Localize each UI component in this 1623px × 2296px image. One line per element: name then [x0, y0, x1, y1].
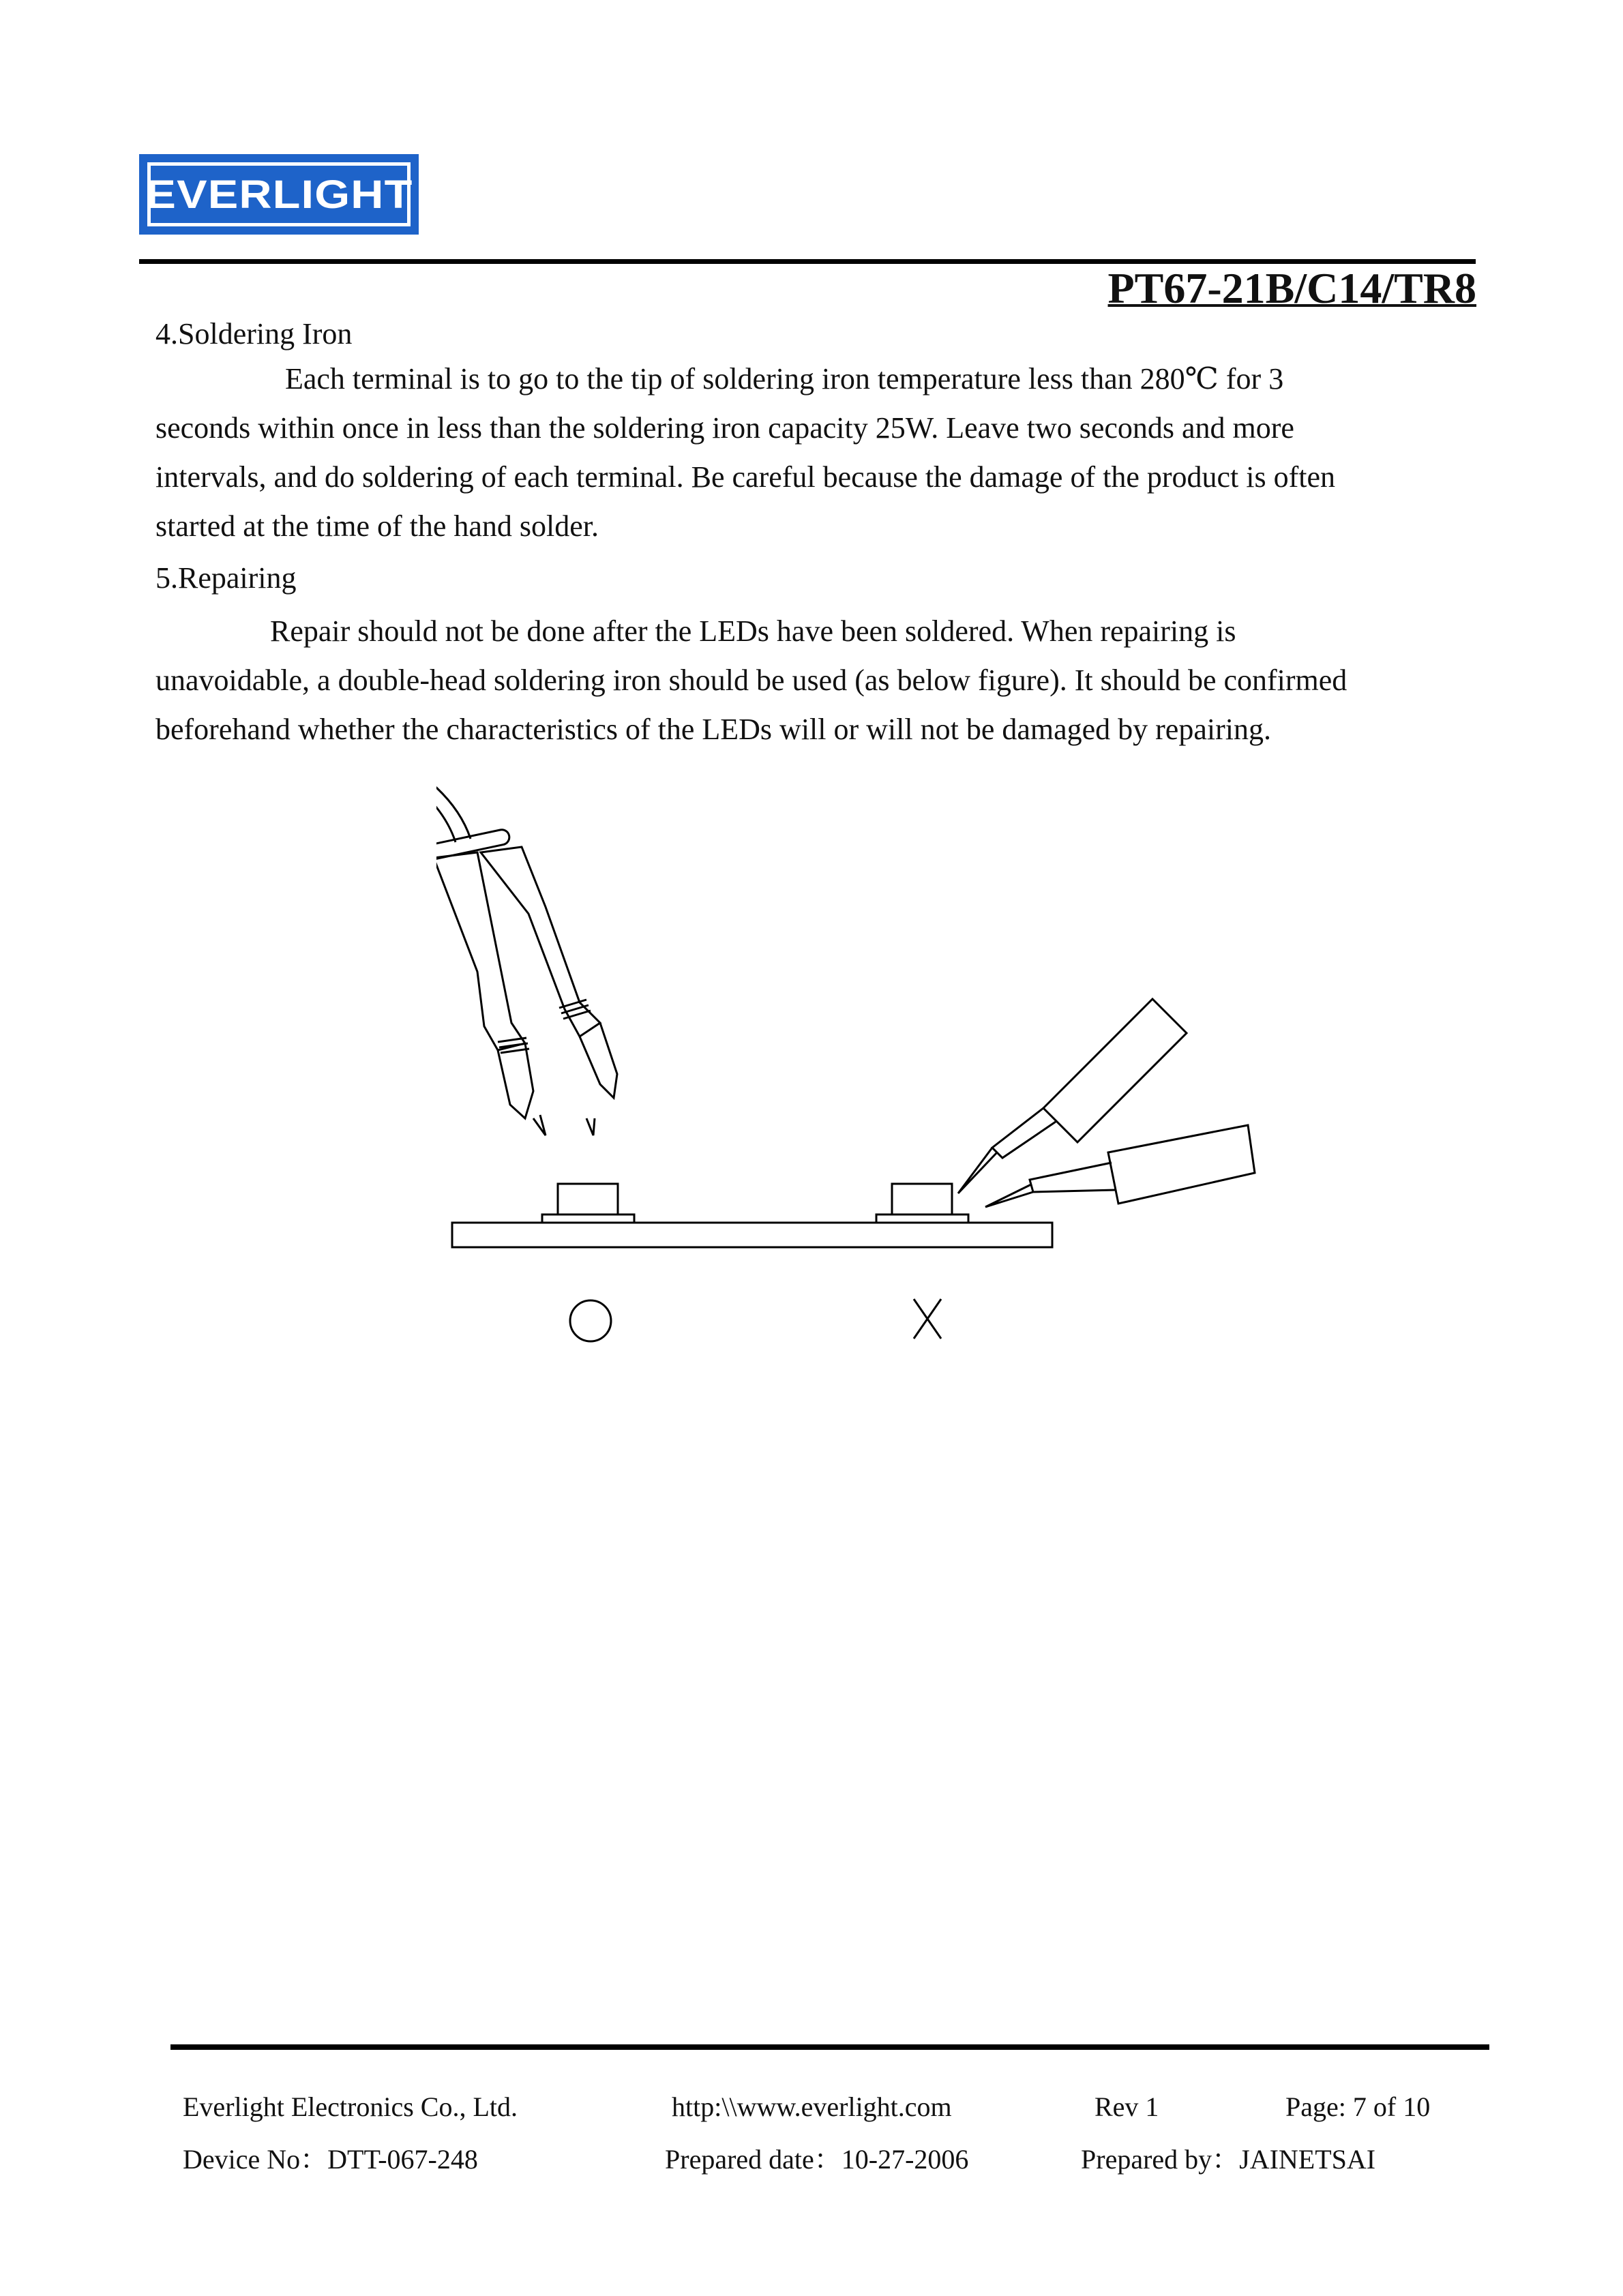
repair-figure — [436, 757, 1275, 1357]
footer-company: Everlight Electronics Co., Ltd. — [183, 2091, 518, 2122]
logo-frame — [147, 162, 411, 226]
section-body-soldering-iron — [155, 355, 1475, 551]
paragraph-line — [155, 607, 1475, 656]
section-body-repairing — [155, 607, 1475, 754]
line-text: Repair should not be done after the LEDs have been soldered. When repairing is — [270, 614, 1236, 648]
logo-text: EVERLIGHT — [145, 172, 413, 217]
footer-device-no: Device No：DTT-067-248 — [183, 2144, 478, 2175]
paragraph-line: started at the time of the hand solder. — [155, 509, 599, 543]
paragraph-line — [155, 355, 1475, 404]
part-number-title: PT67-21B/C14/TR8 — [1107, 264, 1476, 312]
paragraph-line: seconds within once in less than the soldering iron capacity 25W. Leave two seconds and more — [155, 411, 1294, 445]
led-pad-left — [542, 1214, 634, 1223]
footer-prepared-date: Prepared date：10-27-2006 — [665, 2144, 969, 2175]
pcb-board — [452, 1223, 1052, 1247]
footer-url: http:\\www.everlight.com — [672, 2091, 952, 2122]
section-heading-soldering-iron: 4.Soldering Iron — [155, 317, 353, 351]
iron-cable — [436, 764, 456, 842]
led-left — [558, 1184, 618, 1214]
footer-page-number: Page: 7 of 10 — [1285, 2091, 1431, 2122]
paragraph-line: intervals, and do soldering of each terminal. Be careful because the damage of the product is often — [155, 460, 1336, 494]
paragraph-line: unavoidable, a double-head soldering iron should be used (as below figure). It should be confirmed — [155, 664, 1347, 697]
line-text: Each terminal is to go to the tip of soldering iron temperature less than 280℃ for 3 — [285, 362, 1284, 396]
everlight-logo — [139, 154, 419, 235]
led-right — [892, 1184, 952, 1214]
footer-divider — [170, 2044, 1489, 2050]
footer-revision: Rev 1 — [1095, 2091, 1159, 2122]
correct-mark — [570, 1300, 611, 1341]
footer-prepared-by: Prepared by：JAINETSAI — [1081, 2144, 1376, 2175]
single-soldering-iron-upper — [958, 999, 1187, 1193]
section-heading-repairing: 5.Repairing — [155, 561, 297, 595]
single-soldering-iron-lower — [985, 1125, 1255, 1207]
incorrect-mark — [914, 1299, 941, 1339]
double-head-soldering-iron — [436, 829, 617, 1135]
paragraph-line: beforehand whether the characteristics of the LEDs will or will not be damaged by repairing. — [155, 713, 1271, 746]
led-pad-right — [876, 1214, 968, 1223]
iron-cable — [436, 757, 471, 839]
